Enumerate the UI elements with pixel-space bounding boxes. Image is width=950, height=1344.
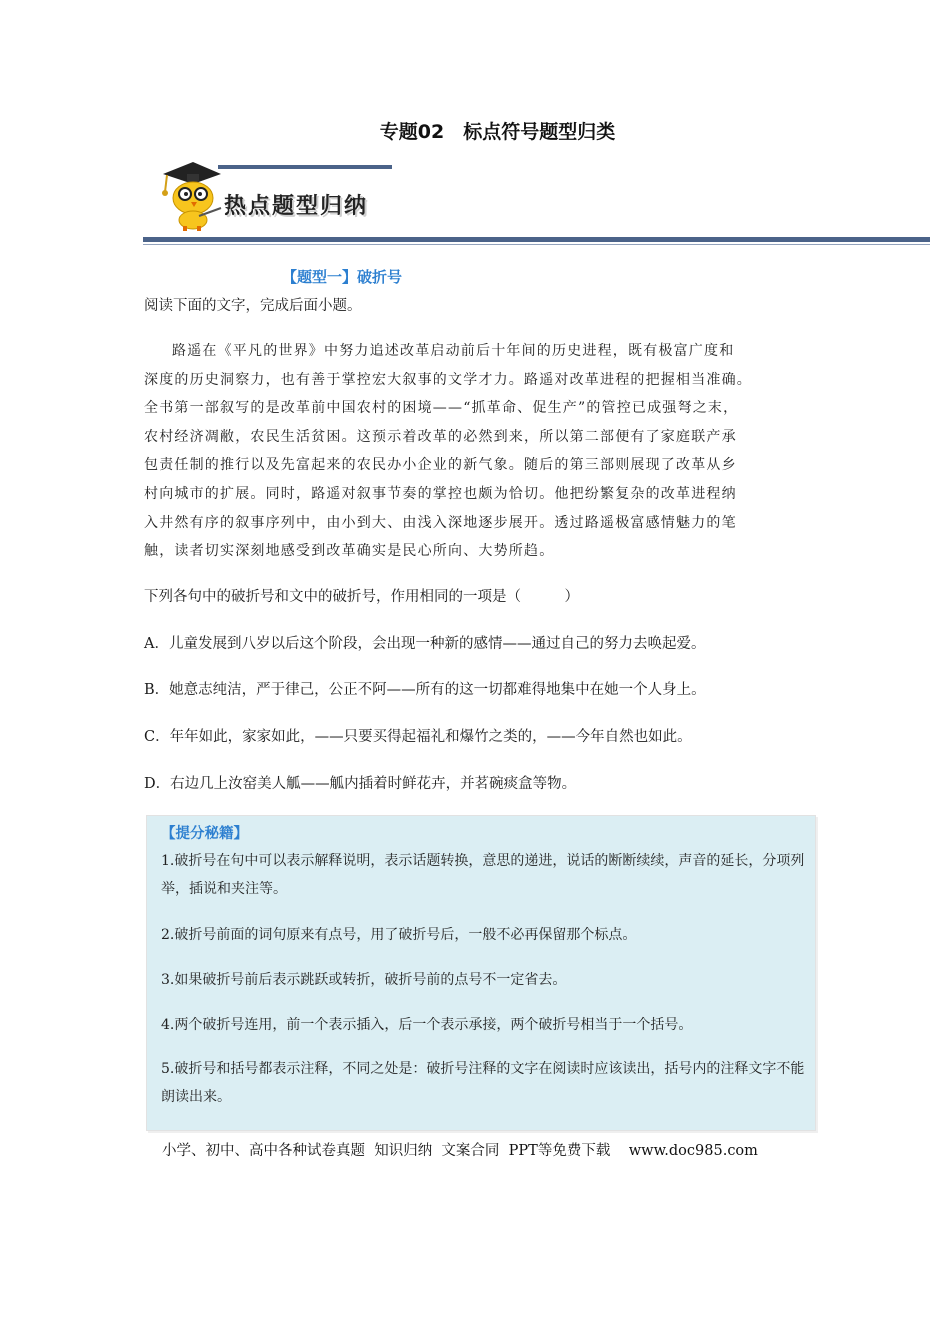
passage-line: 深度的历史洞察力，也有善于掌控宏大叙事的文学才力。路遥对改革进程的把握相当准确。 (144, 371, 752, 388)
passage-line: 农村经济凋敝，农民生活贫困。这预示着改革的必然到来，所以第二部便有了家庭联产承 (144, 428, 737, 445)
question-stem: 下列各句中的破折号和文中的破折号，作用相同的一项是（ ） (144, 589, 579, 605)
option-b: B．她意志纯洁，严于律己，公正不阿——所有的这一切都难得地集中在她一个人身上。 (144, 682, 706, 698)
option-a: A．儿童发展到八岁以后这个阶段，会出现一种新的感情——通过自己的努力去唤起爱。 (144, 636, 706, 652)
passage-line: 全书第一部叙写的是改革前中国农村的困境——“抓革命、促生产”的管控已成强弩之末， (144, 400, 739, 417)
reading-passage (144, 337, 804, 566)
footer-text: 小学、初中、高中各种试卷真题 知识归纳 文案合同 PPT等免费下载 www.doc985.com (162, 1143, 758, 1159)
banner-divider-thin (143, 244, 930, 245)
tip-item: 5.破折号和括号都表示注释，不同之处是：破折号注释的文字在阅读时应该读出，括号内的注释文字不能朗读出来。 (161, 1061, 805, 1105)
option-c: C．年年如此，家家如此，——只要买得起福礼和爆竹之类的，——今年自然也如此。 (144, 729, 692, 745)
passage-line: 触，读者切实深刻地感受到改革确实是民心所向、大势所趋。 (144, 543, 555, 560)
tips-box (146, 815, 816, 1131)
instruction-text: 阅读下面的文字，完成后面小题。 (144, 298, 362, 314)
passage-line: 包责任制的推行以及先富起来的农民办小企业的新气象。随后的第三部则展现了改革从乡 (144, 457, 737, 474)
banner-divider (143, 237, 930, 242)
tip-item: 1.破折号在句中可以表示解释说明，表示话题转换，意思的递进，说话的断断续续，声音的延长，分项列举，插说和夹注等。 (161, 853, 805, 897)
page-title: 专题02 标点符号题型归类 (379, 121, 616, 143)
tips-title: 【提分秘籍】 (161, 826, 248, 842)
option-d: D．右边几上汝窑美人觚——觚内插着时鲜花卉，并茗碗痰盒等物。 (144, 776, 577, 792)
passage-line: 村向城市的扩展。同时，路遥对叙事节奏的掌控也颇为恰切。他把纷繁复杂的改革进程纳 (144, 485, 737, 502)
passage-line: 路遥在《平凡的世界》中努力追述改革启动前后十年间的历史进程，既有极富广度和 (172, 343, 735, 359)
tip-item: 3.如果破折号前后表示跳跃或转折，破折号前的点号不一定省去。 (161, 972, 567, 988)
tip-item: 2.破折号前面的词句原来有点号，用了破折号后，一般不必再保留那个标点。 (161, 927, 637, 943)
passage-line: 入井然有序的叙事序列中，由小到大、由浅入深地逐步展开。透过路遥极富感情魅力的笔 (144, 514, 737, 531)
banner-title: 热点题型归纳 (224, 193, 369, 219)
banner-top-line (218, 165, 392, 169)
question-type-heading: 【题型一】破折号 (281, 268, 402, 286)
graduate-bird-mascot-icon (155, 160, 225, 232)
tip-item: 4.两个破折号连用，前一个表示插入，后一个表示承接，两个破折号相当于一个括号。 (161, 1017, 693, 1033)
